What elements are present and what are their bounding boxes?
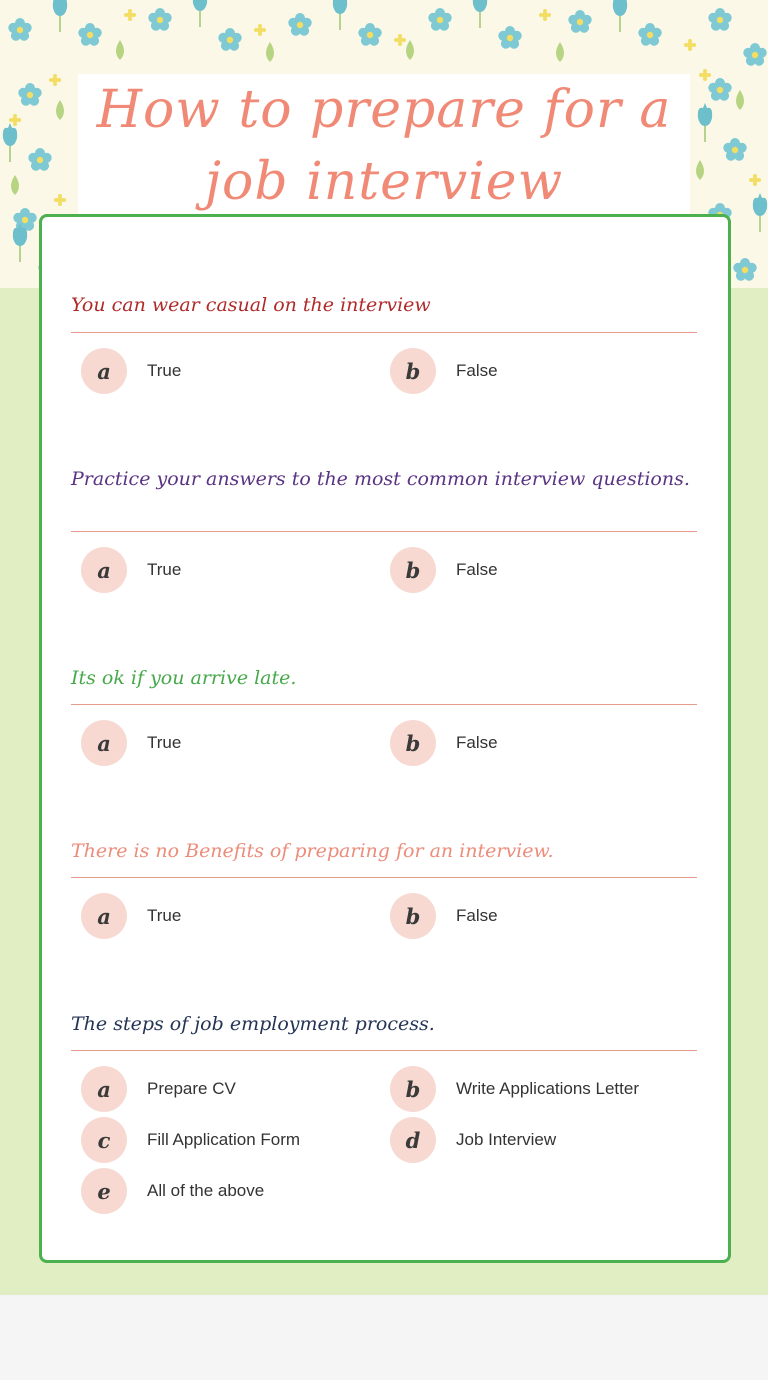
option-letter-badge: b — [390, 720, 436, 766]
option-label: All of the above — [147, 1181, 265, 1200]
question-5-option-c[interactable] — [81, 1117, 300, 1163]
option-letter-badge: b — [390, 348, 436, 394]
question-1-option-a[interactable] — [81, 348, 181, 394]
option-label: Job Interview — [456, 1130, 557, 1149]
question-2-divider — [71, 531, 697, 532]
option-label: True — [147, 906, 182, 925]
option-letter-badge: c — [81, 1117, 127, 1163]
question-1-divider — [71, 332, 697, 333]
option-letter-badge: b — [390, 1066, 436, 1112]
option-label: True — [147, 733, 182, 752]
question-3-text: Its ok if you arrive late. — [71, 667, 297, 689]
question-2 — [71, 467, 697, 492]
question-2-option-b[interactable] — [390, 547, 498, 593]
question-5-option-e[interactable] — [81, 1168, 264, 1214]
question-1-option-b[interactable] — [390, 348, 498, 394]
option-letter-badge: a — [81, 348, 127, 394]
question-1-text: You can wear casual on the interview — [71, 294, 431, 316]
question-4-text: There is no Benefits of preparing for an interview. — [71, 840, 554, 862]
question-5-option-b[interactable] — [390, 1066, 639, 1112]
question-4-option-b[interactable] — [390, 893, 498, 939]
question-5 — [71, 1012, 697, 1037]
question-3 — [71, 666, 697, 691]
question-5-option-a[interactable] — [81, 1066, 236, 1112]
question-4-divider — [71, 877, 697, 878]
question-3-option-a[interactable] — [81, 720, 181, 766]
option-label: True — [147, 361, 182, 380]
option-letter-badge: a — [81, 720, 127, 766]
option-label: Write Applications Letter — [456, 1079, 639, 1098]
question-2-text: Practice your answers to the most common interview questions. — [71, 468, 690, 490]
option-label: True — [147, 560, 182, 579]
question-1 — [71, 293, 697, 318]
option-letter-badge: b — [390, 893, 436, 939]
question-4-option-a[interactable] — [81, 893, 181, 939]
option-letter-badge: a — [81, 893, 127, 939]
option-label: Fill Application Form — [147, 1130, 301, 1149]
option-label: False — [456, 906, 498, 925]
option-letter-badge: b — [390, 547, 436, 593]
option-label: False — [456, 361, 498, 380]
option-letter-badge: e — [81, 1168, 127, 1214]
question-3-option-b[interactable] — [390, 720, 498, 766]
question-5-option-d[interactable] — [390, 1117, 556, 1163]
option-letter-badge: a — [81, 547, 127, 593]
question-5-text: The steps of job employment process. — [71, 1013, 435, 1035]
option-letter-badge: d — [390, 1117, 436, 1163]
question-3-divider — [71, 704, 697, 705]
page-title: How to prepare for a job interview — [96, 80, 672, 212]
option-label: False — [456, 733, 498, 752]
option-label: False — [456, 560, 498, 579]
option-label: Prepare CV — [147, 1079, 236, 1098]
option-letter-badge: a — [81, 1066, 127, 1112]
question-4 — [71, 839, 697, 864]
question-2-option-a[interactable] — [81, 547, 181, 593]
question-5-divider — [71, 1050, 697, 1051]
